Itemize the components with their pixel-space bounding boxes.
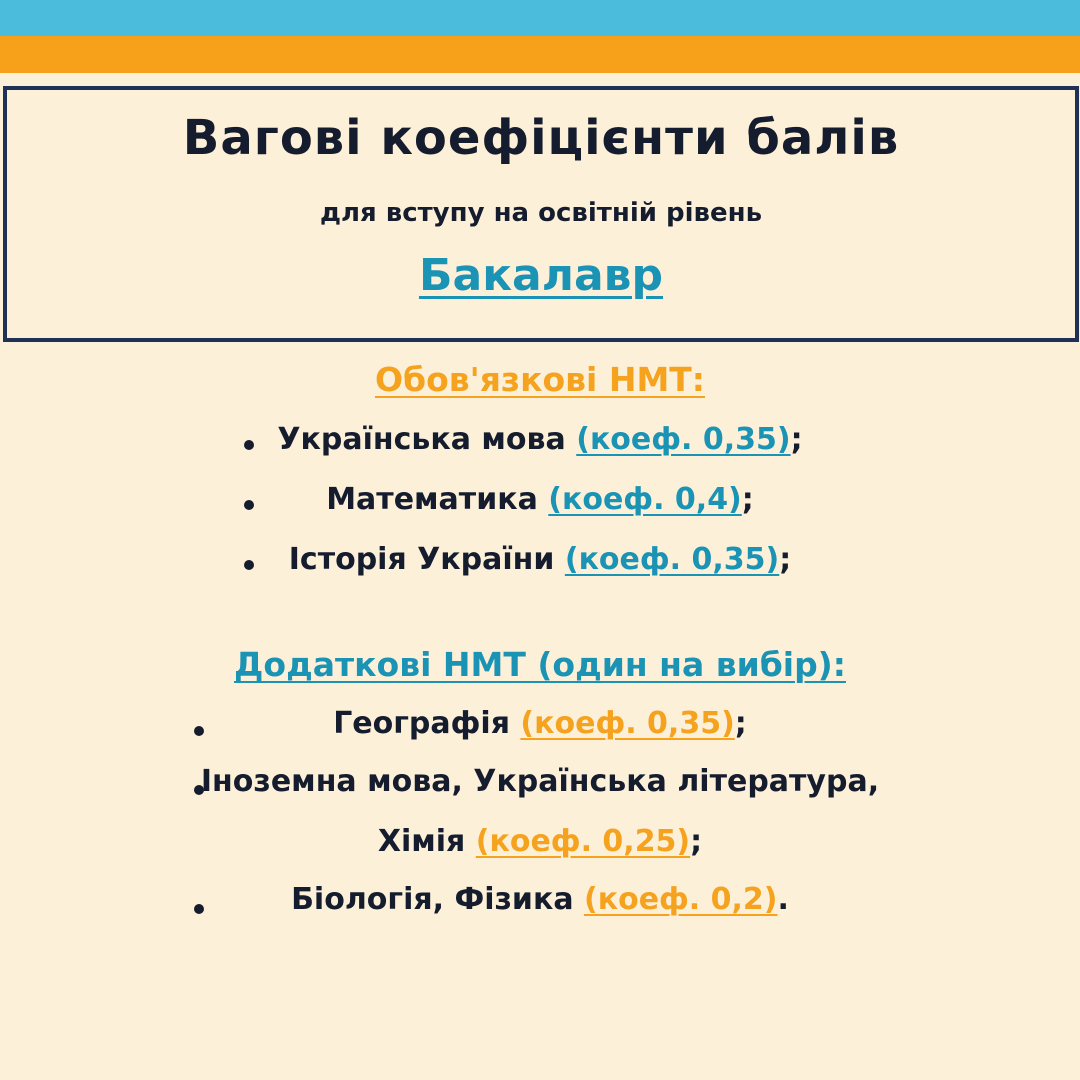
orange-stripe [0,36,1080,73]
subject-label: Історія України [288,542,555,577]
list-item [0,764,1080,799]
subject-label: Українська мова [277,422,566,457]
top-stripe [0,0,1080,36]
required-heading: Обов'язкові НМТ: [374,360,706,399]
coef-label: (коеф. 0,35) [576,422,791,457]
page-title: Вагові коефіцієнти балів [182,110,900,166]
list-item [0,706,1080,741]
list-item [0,882,1080,917]
list-item [0,542,1080,577]
education-level: Бакалавр [418,250,664,301]
subject-label: Хімія [377,824,466,859]
header-box [3,86,1079,342]
coef-label: (коеф. 0,25) [475,824,691,859]
list-item [0,422,1080,457]
item-end: ; [690,824,703,859]
item-end: ; [741,482,754,517]
subject-label: Біологія, Фізика [291,882,574,917]
item-end: . [777,882,789,917]
coef-label: (коеф. 0,2) [584,882,778,917]
page-subtitle: для вступу на освітній рівень [319,198,763,228]
coef-label: (коеф. 0,35) [520,706,735,741]
optional-heading: Додаткові НМТ (один на вибір): [234,645,846,684]
coef-label: (коеф. 0,4) [548,482,742,517]
item-end: ; [790,422,803,457]
subject-label: Математика [326,482,538,517]
list-item-continuation [0,824,1080,859]
subject-label: Географія [333,706,510,741]
item-end: ; [734,706,747,741]
subject-label: Іноземна мова, Українська література, [200,764,880,799]
item-end: ; [779,542,792,577]
coef-label: (коеф. 0,35) [564,542,780,577]
list-item [0,482,1080,517]
